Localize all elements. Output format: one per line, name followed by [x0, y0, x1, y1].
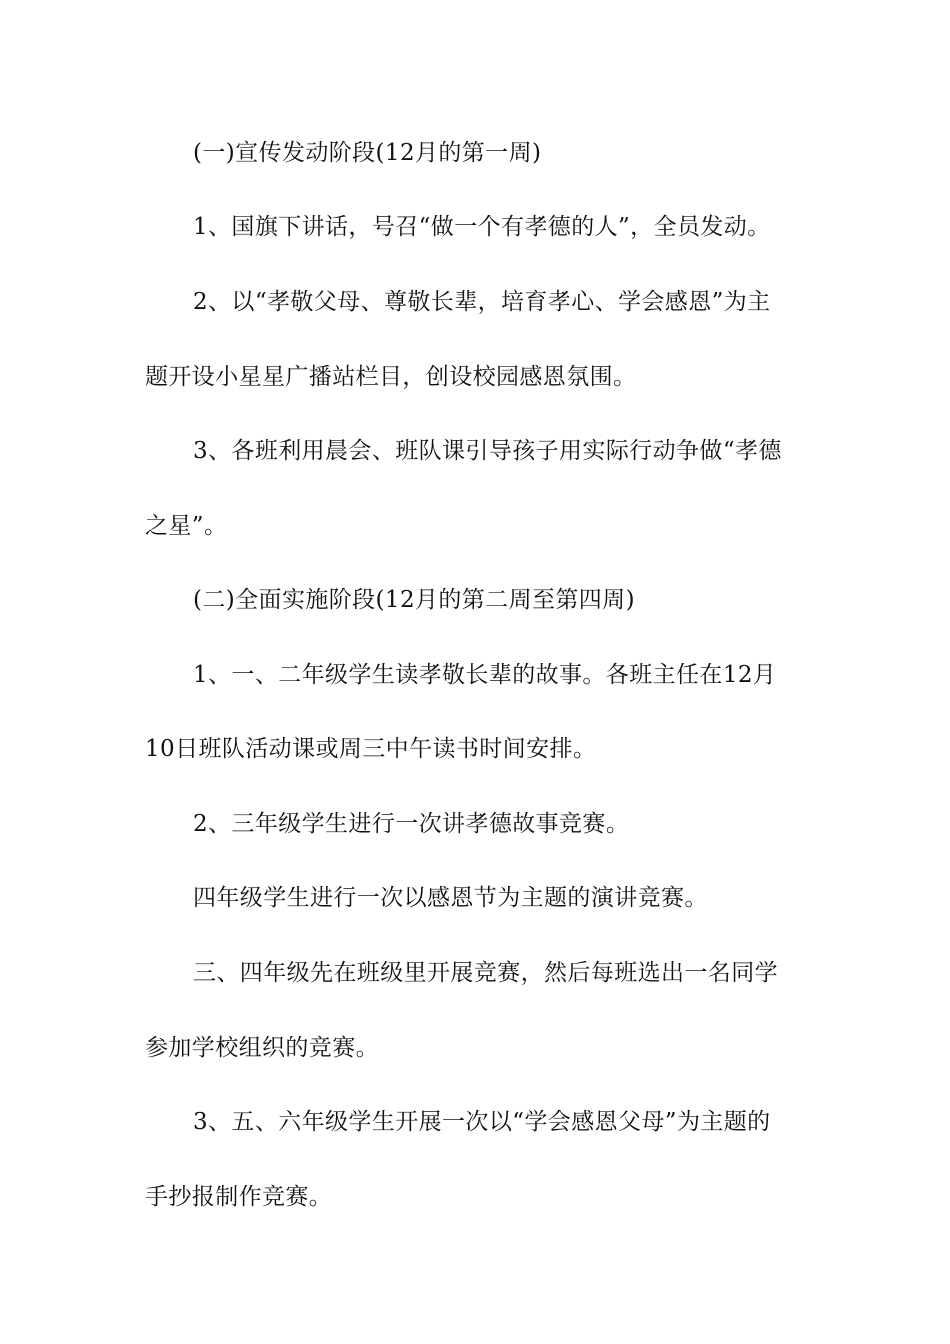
section-heading-1: (一)宣传发动阶段(12月的第一周) — [193, 140, 542, 166]
paragraph-line: 3、五、六年级学生开展一次以“学会感恩父母”为主题的 — [193, 1109, 771, 1135]
paragraph-line: 四年级学生进行一次以感恩节为主题的演讲竞赛。 — [193, 885, 708, 911]
paragraph-line: 1、国旗下讲话，号召“做一个有孝德的人”，全员发动。 — [193, 214, 771, 240]
paragraph-line: 2、三年级学生进行一次讲孝德故事竞赛。 — [193, 811, 630, 837]
paragraph-line: 1、一、二年级学生读孝敬长辈的故事。各班主任在12月 — [193, 662, 777, 688]
paragraph-line: 之星”。 — [145, 513, 228, 539]
section-heading-2: (二)全面实施阶段(12月的第二周至第四周) — [193, 587, 635, 613]
paragraph-line: 3、各班利用晨会、班队课引导孩子用实际行动争做“孝德 — [193, 438, 782, 464]
paragraph-line: 10日班队活动课或周三中午读书时间安排。 — [145, 736, 597, 762]
paragraph-line: 题开设小星星广播站栏目，创设校园感恩氛围。 — [145, 364, 637, 390]
paragraph-line: 2、以“孝敬父母、尊敬长辈，培育孝心、学会感恩”为主 — [193, 289, 771, 315]
paragraph-line: 参加学校组织的竞赛。 — [145, 1035, 379, 1061]
paragraph-line: 三、四年级先在班级里开展竞赛，然后每班选出一名同学 — [193, 960, 778, 986]
paragraph-line: 手抄报制作竞赛。 — [145, 1184, 333, 1210]
